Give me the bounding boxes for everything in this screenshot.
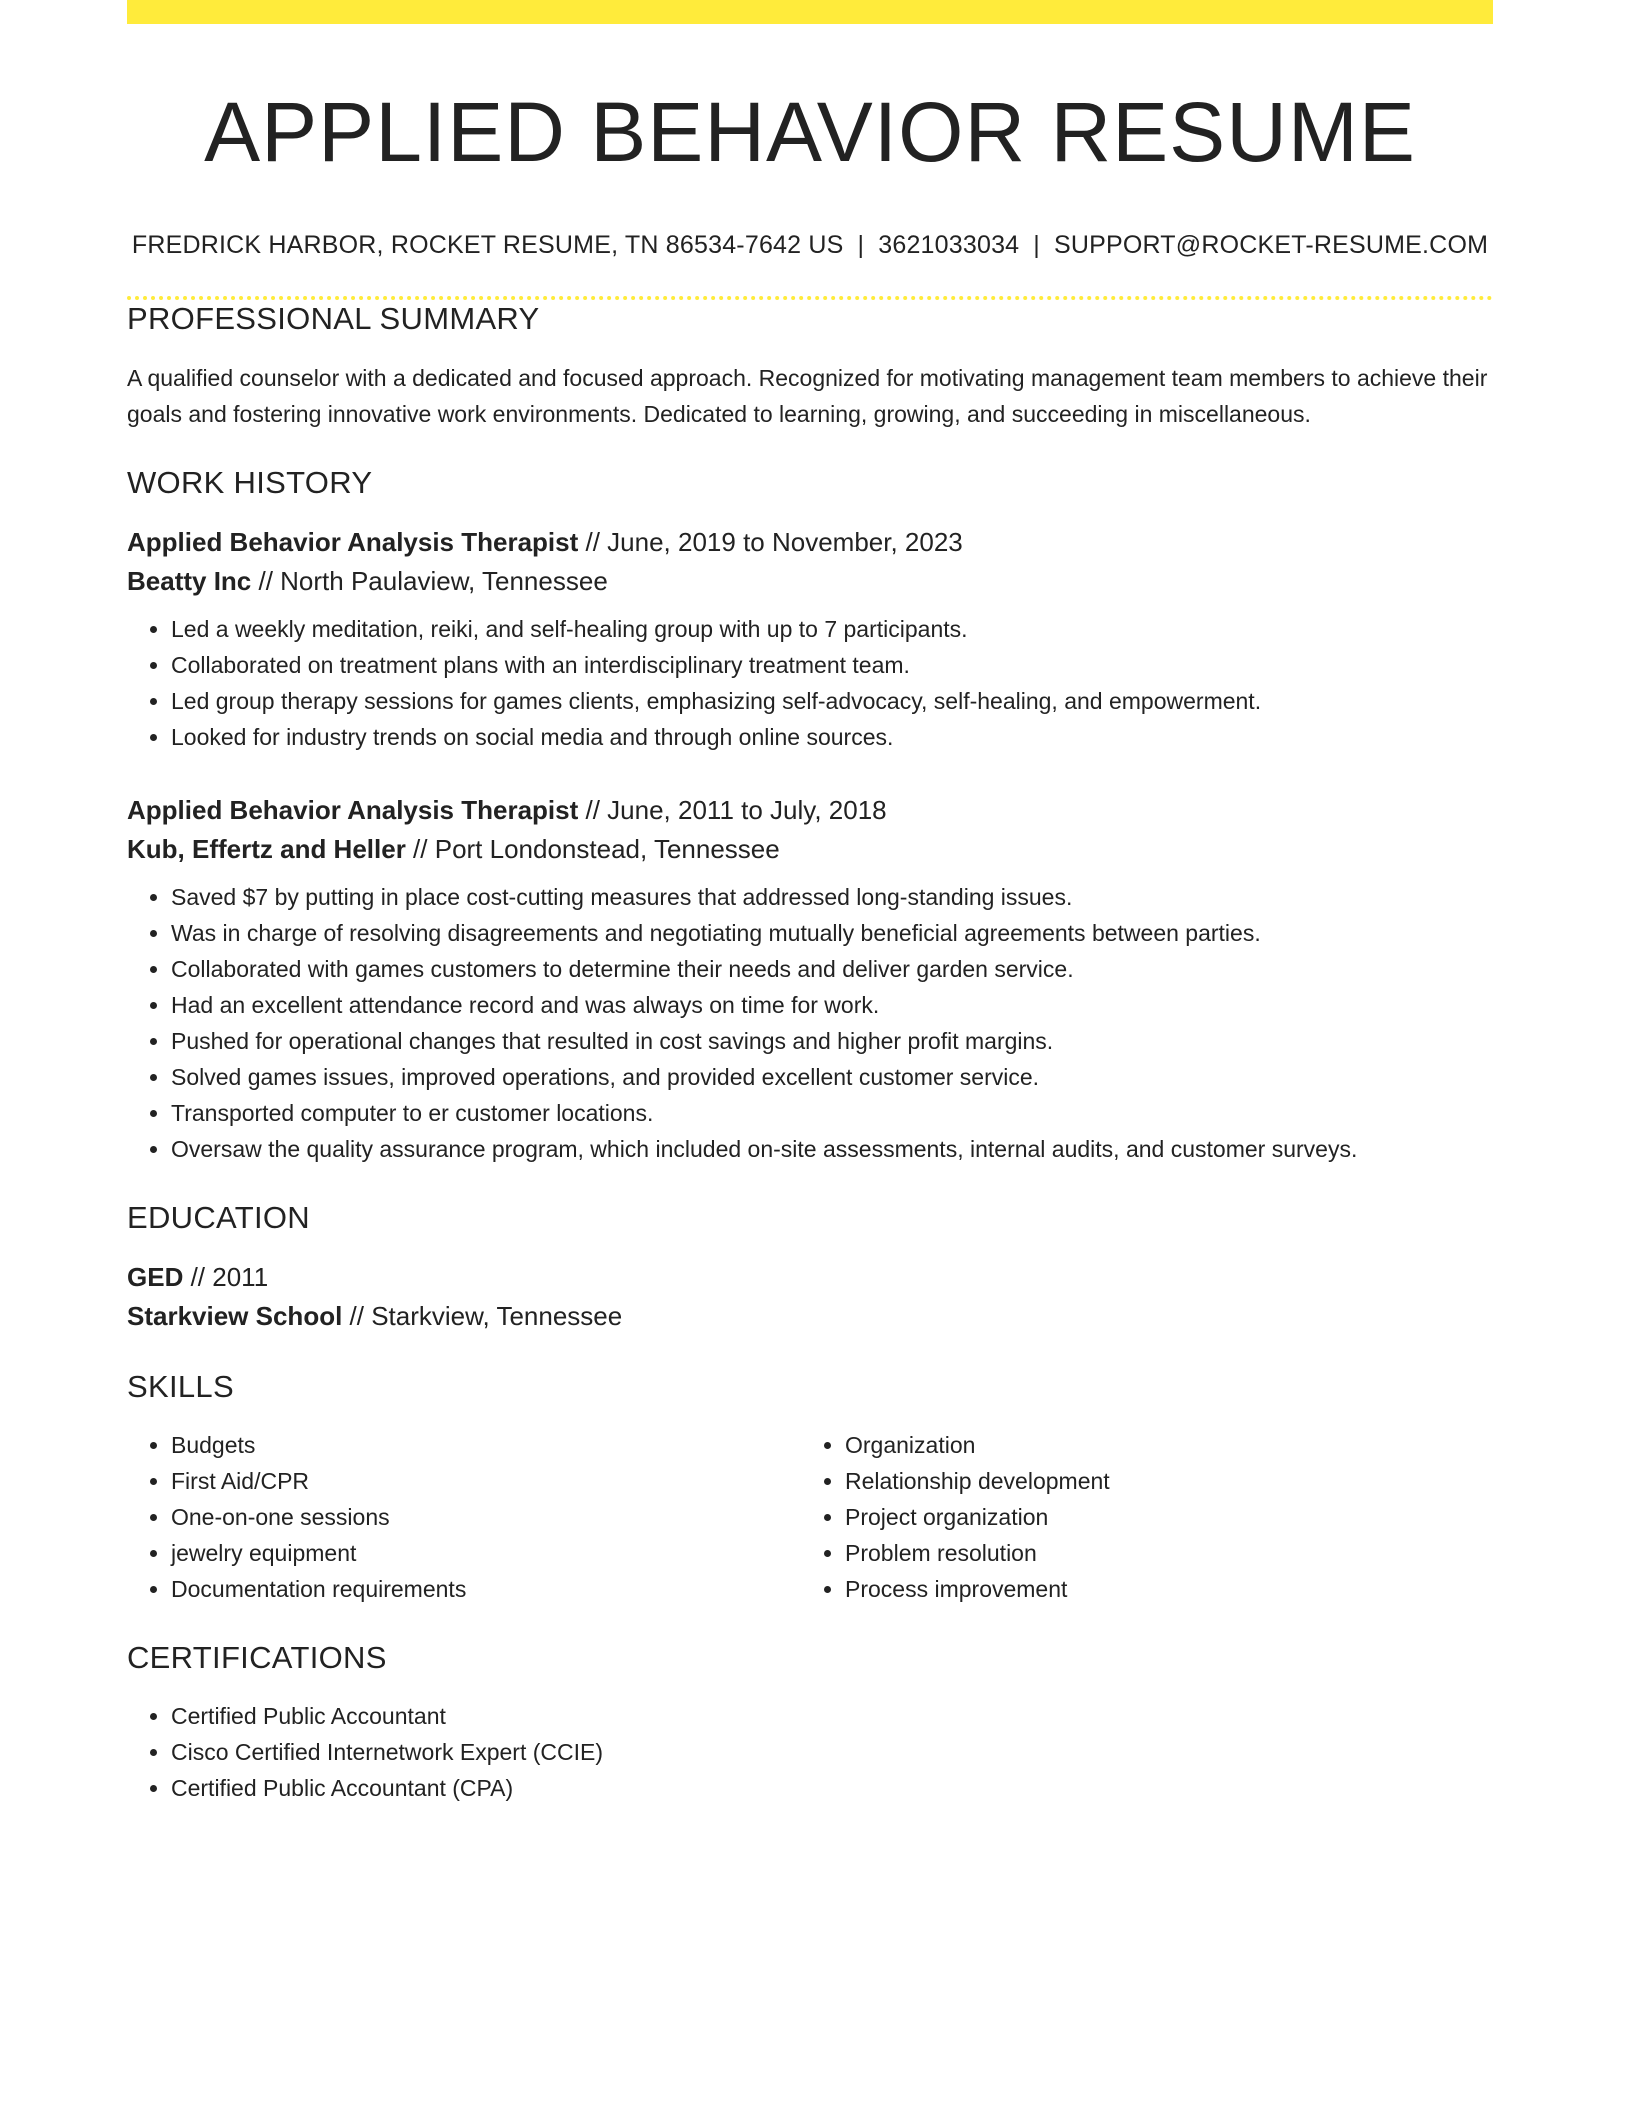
contact-line [127,230,1493,260]
list-item: • Saved $7 by putting in place cost-cutting measures that addressed long-standing issues. [171,879,1493,915]
list-item: • Collaborated with games customers to determine their needs and deliver garden service. [171,951,1493,987]
list-item: • Certified Public Accountant (CPA) [171,1770,1493,1806]
contact-phone: 3621033034 [878,231,1020,260]
education-location: // Starkview, Tennessee [342,1300,623,1331]
list-item: • Pushed for operational changes that resulted in cost savings and higher profit margins. [171,1023,1493,1059]
job-company-line [127,830,1493,869]
job-role: Applied Behavior Analysis Therapist [127,794,579,825]
list-item: • Collaborated on treatment plans with an interdisciplinary treatment team. [171,647,1493,683]
job-bullets [127,879,1493,1167]
contact-email: SUPPORT@ROCKET-RESUME.COM [1053,231,1489,260]
list-item: • Organization [845,1427,1475,1463]
list-item: • Documentation requirements [171,1571,801,1607]
list-item: • Led group therapy sessions for games clients, emphasizing self-advocacy, self-healing, and empowerment. [171,683,1493,719]
list-item: • First Aid/CPR [171,1463,801,1499]
skills-column-left [127,1427,801,1607]
job-company: Beatty Inc [127,565,252,596]
summary-text: A qualified counselor with a dedicated and focused approach. Recognized for motivating management team members to achieve their goals and fostering innovative work environments. Dedicated to learning, growing, and succeeding in miscellaneous. [127,364,1488,427]
education-school: Starkview School [127,1300,343,1331]
list-item: • Project organization [845,1499,1475,1535]
list-item: • Was in charge of resolving disagreements and negotiating mutually beneficial agreements between parties. [171,915,1493,951]
certifications-section [127,1639,1493,1806]
contact-separator: | [1033,231,1040,260]
list-item: • One-on-one sessions [171,1499,801,1535]
job-role: Applied Behavior Analysis Therapist [127,526,579,557]
skills-section [127,1368,1493,1607]
skills-heading: SKILLS [127,1368,234,1404]
certifications-list [127,1698,1493,1806]
list-item: • Looked for industry trends on social media and through online sources. [171,719,1493,755]
skills-columns [127,1427,1493,1607]
job-entry [127,523,1493,755]
job-title-line [127,523,1493,562]
list-item: • Cisco Certified Internetwork Expert (CCIE) [171,1734,1493,1770]
education-degree-line [127,1258,1493,1297]
list-item: • Certified Public Accountant [171,1698,1493,1734]
job-entry [127,791,1493,1167]
education-year: // 2011 [183,1261,269,1292]
list-item: • Solved games issues, improved operations, and provided excellent customer service. [171,1059,1493,1095]
accent-top-bar [127,0,1493,24]
list-item: • Budgets [171,1427,801,1463]
resume-title: APPLIED BEHAVIOR RESUME [204,85,1416,179]
job-company-line [127,562,1493,601]
job-bullets [127,611,1493,755]
job-company: Kub, Effertz and Heller [127,833,406,864]
list-item: • Transported computer to er customer locations. [171,1095,1493,1131]
education-degree: GED [127,1261,184,1292]
job-location: // North Paulaview, Tennessee [251,565,608,596]
job-location: // Port Londonstead, Tennessee [405,833,780,864]
skills-list [127,1427,801,1607]
list-item: • Led a weekly meditation, reiki, and self-healing group with up to 7 participants. [171,611,1493,647]
contact-address: FREDRICK HARBOR, ROCKET RESUME, TN 86534-7642 US [131,231,844,260]
job-title-line [127,791,1493,830]
list-item: • Process improvement [845,1571,1475,1607]
resume-page [127,0,1493,1806]
education-heading: EDUCATION [127,1199,310,1235]
certifications-heading: CERTIFICATIONS [127,1640,387,1676]
job-dates: // June, 2019 to November, 2023 [578,526,963,557]
list-item: • Had an excellent attendance record and was always on time for work. [171,987,1493,1023]
summary-heading: PROFESSIONAL SUMMARY [127,301,540,337]
list-item: • Relationship development [845,1463,1475,1499]
contact-separator: | [857,231,865,260]
education-school-line [127,1297,1493,1336]
education-section [127,1199,1493,1336]
work-history-section [127,464,1493,1167]
work-history-heading: WORK HISTORY [127,464,373,500]
list-item: • Problem resolution [845,1535,1475,1571]
job-dates: // June, 2011 to July, 2018 [578,794,887,825]
list-item: • jewelry equipment [171,1535,801,1571]
education-entry [127,1258,1493,1336]
skills-column-right [801,1427,1475,1607]
list-item: • Oversaw the quality assurance program, which included on-site assessments, internal audits, and customer surveys. [171,1131,1493,1167]
skills-list [801,1427,1475,1607]
